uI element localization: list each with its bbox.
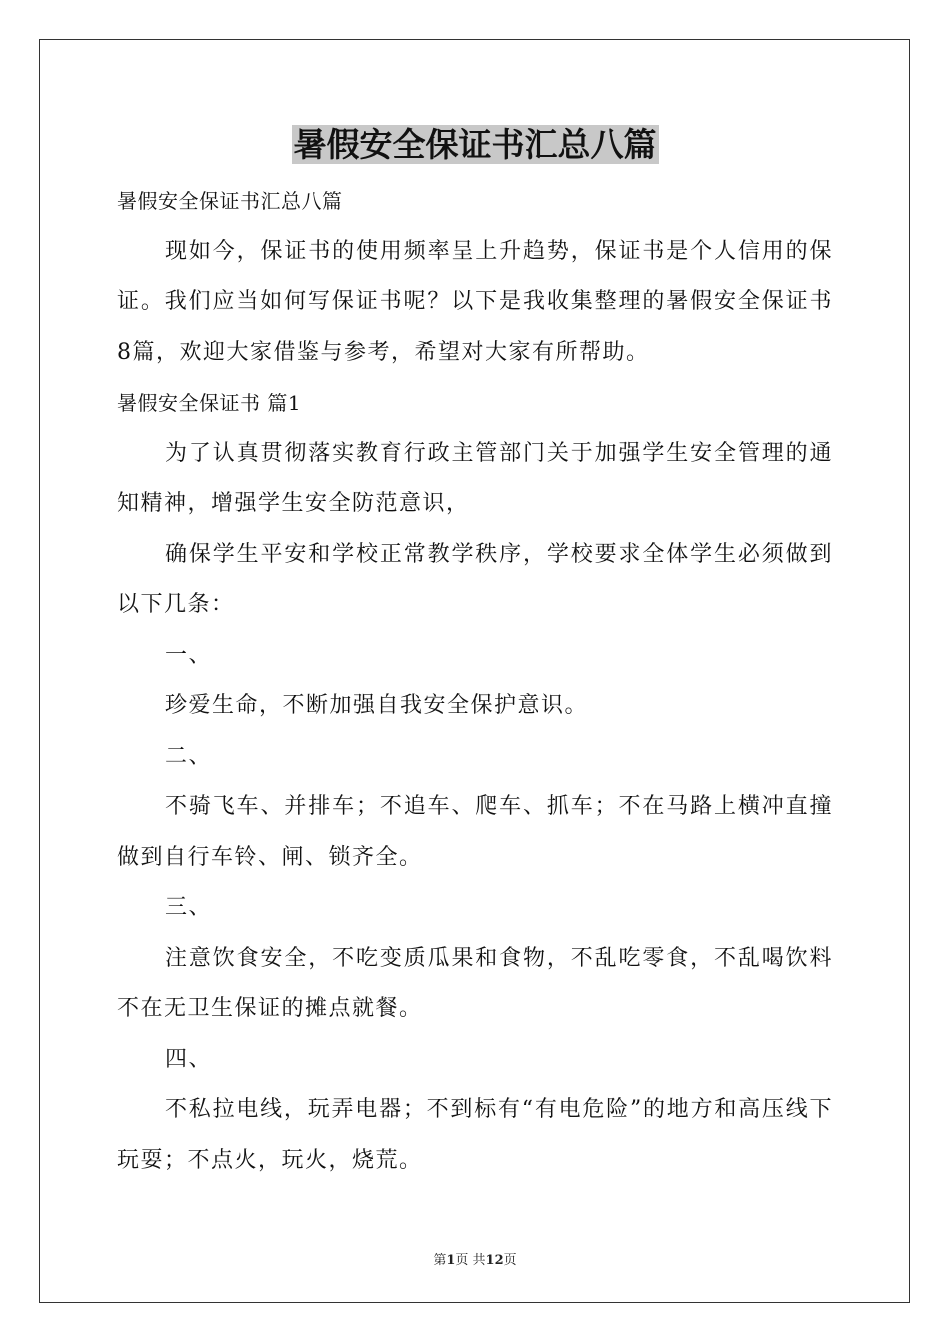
body-paragraph: 珍爱生命，不断加强自我安全保护意识。 xyxy=(165,693,589,718)
body-paragraph: 三、 xyxy=(165,895,213,920)
document-title-text: 暑假安全保证书汇总八篇 xyxy=(293,125,657,164)
body-paragraph: 二、 xyxy=(165,743,213,769)
footer-prefix: 第 xyxy=(433,1253,447,1268)
footer-total-pages: 12 xyxy=(485,1253,504,1268)
body-paragraph: 现如今，保证书的使用频率呈上升趋势，保证书是个人信用的保证。我们应当如何写保证书呢？以下是我收集整理的暑假安全保证书8篇，欢迎大家借鉴与参考，希望对大家有所帮助。 xyxy=(117,238,833,365)
footer-mid: 页 共 xyxy=(455,1253,486,1268)
body-paragraph: 注意饮食安全，不吃变质瓜果和食物，不乱吃零食，不乱喝饮料不在无卫生保证的摊点就餐。 xyxy=(117,945,833,1021)
body-paragraph: 不私拉电线，玩弄电器；不到标有“有电危险”的地方和高压线下玩耍；不点火，玩火，烧荒。 xyxy=(117,1097,833,1173)
body-paragraph: 不骑飞车、并排车；不追车、爬车、抓车；不在马路上横冲直撞做到自行车铃、闸、锁齐全。 xyxy=(117,794,833,870)
body-paragraph: 为了认真贯彻落实教育行政主管部门关于加强学生安全管理的通知精神，增强学生安全防范意识， xyxy=(117,440,833,516)
section-heading: 暑假安全保证书 篇1 xyxy=(117,391,302,415)
document-title xyxy=(0,122,950,168)
section-heading: 暑假安全保证书汇总八篇 xyxy=(117,189,343,213)
footer-page-number: 1 xyxy=(446,1253,456,1268)
body-paragraph: 一、 xyxy=(165,642,213,668)
body-paragraph: 确保学生平安和学校正常教学秩序，学校要求全体学生必须做到以下几条： xyxy=(117,541,833,617)
document-body xyxy=(117,176,833,1186)
page-footer xyxy=(0,1249,950,1268)
body-paragraph: 四、 xyxy=(165,1046,213,1072)
footer-suffix: 页 xyxy=(503,1253,517,1268)
